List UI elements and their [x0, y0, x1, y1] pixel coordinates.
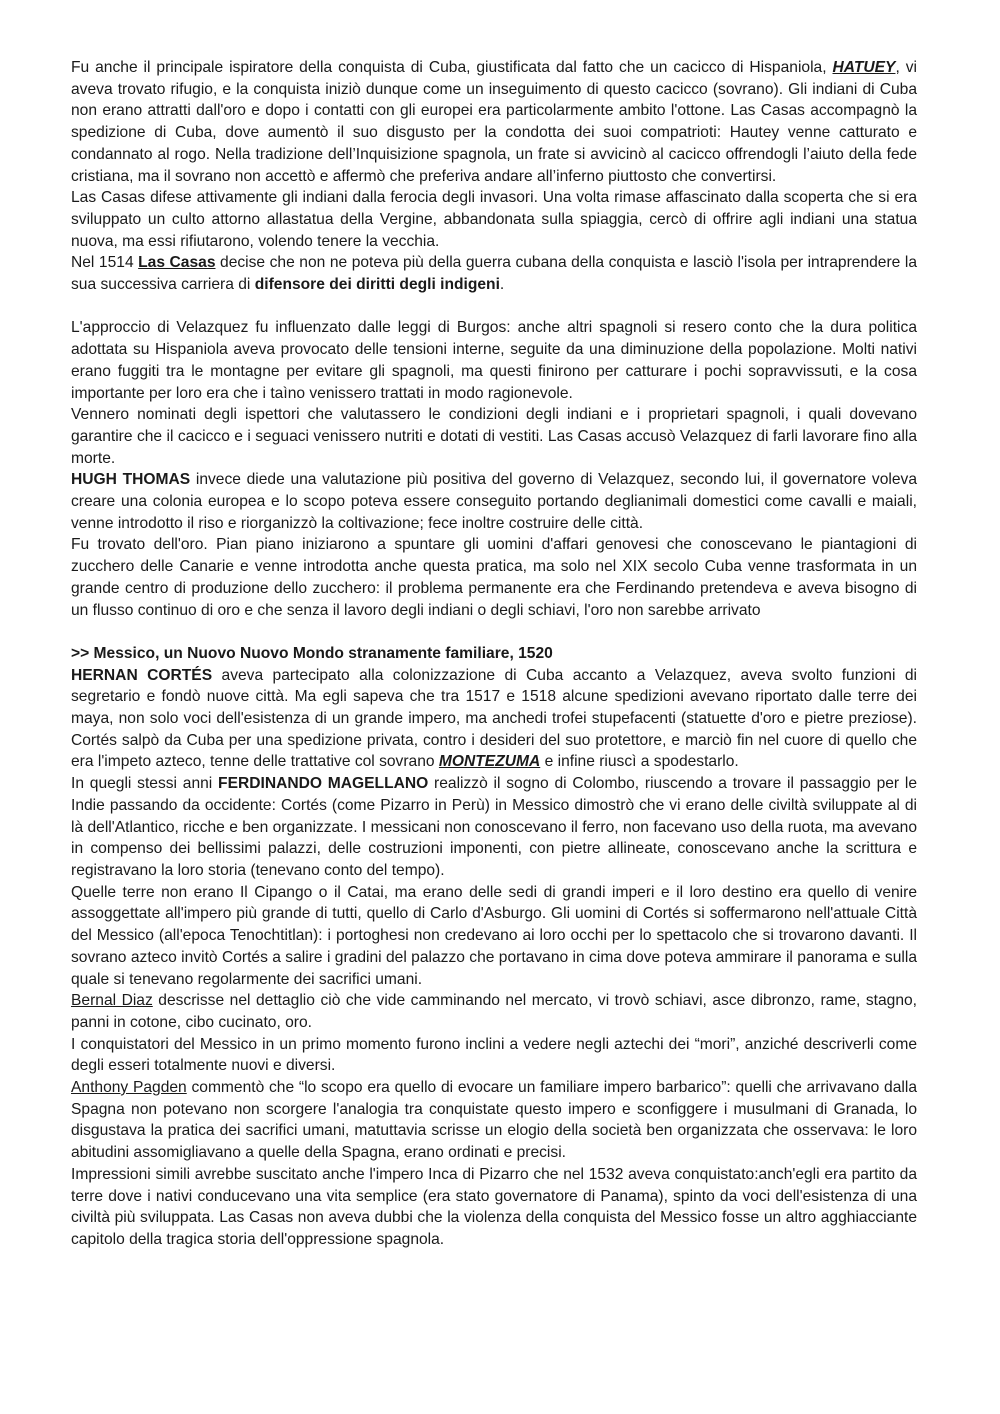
paragraph-hugh-thomas — [71, 469, 917, 534]
spacer — [71, 621, 917, 643]
las-casas-term: Las Casas — [138, 254, 216, 272]
text: e infine riuscì a spodestarlo. — [540, 753, 739, 771]
magellano-term: FERDINANDO MAGELLANO — [218, 775, 429, 793]
text: commentò che “lo scopo era quello di evocare un familiare impero barbarico”: quelli che arrivavano dalla Spagna non potevano non scorgere l'analogia tra conquistate questo impero e sconfiggere i musulmani di Granada, lo disgustava la pratica dei sacrifici umani, matuttavia scrisse un elogio della società ben organizzata che osservava: le loro abitudini assomigliavano a quelle della Spagna, erano ordinati e precisi. — [71, 1079, 917, 1162]
text: Fu anche il principale ispiratore della conquista di Cuba, giustificata dal fatto che un cacicco di Hispaniola, — [71, 59, 833, 76]
text: Nel 1514 — [71, 254, 139, 272]
text: In quegli stessi anni — [71, 775, 219, 793]
text: , vi aveva trovato rifugio, e la conquista iniziò dunque come un inseguimento di questo cacicco (sovrano). Gli indiani di Cuba non erano attratti dall'oro e dopo i contatti con gli europei era particolarmente ambito l'ottone. Las Casas accompagnò la spedizione di Cuba, dove aumentò il suo disgusto per la condotta dei suoi compatrioti: Hautey venne catturato e condannato al rogo. Nella tradizione dell’Inquisizione spagnola, un frate si avvicinò al cacicco offrendogli l’aiuto della fede cristiana, ma il sovrano non accettò e affermò che preferiva andare all’inferno piuttosto che convertirsi. — [71, 59, 918, 185]
difensore-term: difensore dei diritti degli indigeni — [254, 276, 500, 294]
paragraph-oro: Fu trovato dell'oro. Pian piano iniziarono a spuntare gli uomini d'affari genovesi che conoscevano le piantagioni di zucchero delle Canarie e venne introdotta anche questa pratica, ma solo nel XIX secolo Cuba venne trasformata in un grande centro di produzione dello zucchero: il problema permanente era che Ferdinando pretendeva e aveva bisogno di un flusso continuo di oro e che senza il lavoro degli indiani o degli schiavi, l'oro non sarebbe arrivato — [71, 536, 917, 619]
spacer — [71, 296, 917, 318]
hatuey-term: HATUEY — [832, 59, 896, 76]
cortes-term: HERNAN CORTÉS — [71, 666, 213, 684]
paragraph-cortes — [71, 665, 917, 774]
section-heading: >> Messico, un Nuovo Nuovo Mondo stranamente familiare, 1520 — [71, 644, 553, 662]
text: realizzò il sogno di Colombo, riuscendo a trovare il passaggio per le Indie passando da occidente: Cortés (come Pizarro in Perù) in Messico dimostrò che vi erano delle civiltà sviluppate al di là dell'Atlantico, ricche e ben organizzate. I messicani non conoscevano il ferro, non facevano uso della ruota, ma avevano in compenso dei bellissimi palazzi, delle costruzioni imponenti, con pietre allineate, conoscevano anche la scrittura e registravano la loro storia (tenevano conto del tempo). — [71, 775, 918, 879]
paragraph-cuba-conquest — [71, 57, 917, 187]
paragraph-magellano — [71, 773, 917, 882]
hugh-thomas-term: HUGH THOMAS — [71, 471, 191, 489]
text: descrisse nel dettaglio ciò che vide camminando nel mercato, vi trovò schiavi, asce dibronzo, rame, stagno, panni in cotone, cibo cucinato, oro. — [71, 992, 917, 1031]
bernal-diaz-term: Bernal Diaz — [71, 992, 153, 1010]
text: . — [499, 276, 505, 294]
montezuma-term: MONTEZUMA — [438, 753, 541, 771]
paragraph-mori: I conquistatori del Messico in un primo momento furono inclini a vedere negli aztechi dei “mori”, anziché descriverli come degli esseri totalmente nuovi e diversi. — [71, 1035, 917, 1075]
paragraph-inca: Impressioni simili avrebbe suscitato anche l'impero Inca di Pizarro che nel 1532 aveva conquistato:anch'egli era partito da terre dove i nativi conducevano una vita semplice (era stato governatore di Panama), spinto da voci dell'esistenza di una civiltà più sviluppata. Las Casas non aveva dubbi che la violenza della conquista del Messico fosse un altro agghiacciante capitolo della tragica storia dell'oppressione spagnola. — [71, 1165, 917, 1248]
paragraph-1514 — [71, 252, 917, 295]
text: aveva partecipato alla colonizzazione di Cuba accanto a Velazquez, aveva svolto funzioni di segretario e fondò nuove città. Ma egli sapeva che tra 1517 e 1518 alcune spedizioni avevano riportato dalle terre dei maya, non solo voci dell'esistenza di un grande impero, ma anchedi trofei stupefacenti (statuette d'oro e pietre preziose). Cortés salpò da Cuba per una spedizione privata, contro i desideri del suo protettore, e marciò fin nel cuore di quello che era l'impeto azteco, tenne delle trattative col sovrano — [71, 666, 917, 771]
paragraph-ispettori: Vennero nominati degli ispettori che valutassero le condizioni degli indiani e i proprietari spagnoli, i quali dovevano garantire che il cacicco e i seguaci venissero nutriti e dotati di vestiti. Las Casas accusò Velazquez di farli lavorare fino alla morte. — [71, 406, 917, 467]
paragraph-imperi: Quelle terre non erano Il Cipango o il Catai, ma erano delle sedi di grandi imperi e il loro destino era quello di venire assoggettate all'impero più grande di tutti, quello di Carlo d'Asburgo. Gli uomini di Cortés si soffermarono nell'attuale Città del Messico (all'epoca Tenochtitlan): i portoghesi non credevano ai loro occhi per lo spettacolo che si trovarono davanti. Il sovrano azteco invitò Cortés a salire i gradini del palazzo che portavano in cima dove poteva ammirare il panorama e sulla quale si tenevano regolarmente dei sacrifici umani. — [71, 883, 917, 988]
text: decise che non ne poteva più della guerra cubana della conquista e lasciò l'isola per intraprendere la sua successiva carriera di — [71, 254, 917, 294]
paragraph-pagden — [71, 1077, 917, 1164]
document-page — [71, 57, 917, 1251]
anthony-pagden-term: Anthony Pagden — [71, 1079, 187, 1097]
paragraph-las-casas-defense: Las Casas difese attivamente gli indiani dalla ferocia degli invasori. Una volta rimase affascinato dalla scoperta che si era sviluppato un culto attorno allastatua della Vergine, abbandonata sulla spiaggia, cercò di offrire agli indiani una statua nuova, ma essi rifiutarono, volendo tenere la vecchia. — [71, 189, 917, 250]
text: invece diede una valutazione più positiva del governo di Velazquez, secondo lui, il governatore voleva creare una colonia europea e lo scopo poteva essere conseguito portando deglianimali domestici come cavalli e maiali, venne introdotto il riso e riorganizzò la coltivazione; fece inoltre costruire delle città. — [71, 471, 917, 532]
paragraph-velazquez: L'approccio di Velazquez fu influenzato dalle leggi di Burgos: anche altri spagnoli si resero conto che la dura politica adottata su Hispaniola aveva provocato delle tensioni interne, seguite da una diminuzione della popolazione. Molti nativi erano fuggiti tra le montagne per evitare gli spagnoli, ma questi finirono per catturare i pochi sopravvissuti, e la cosa importante per loro era che i taìno venissero trattati in modo ragionevole. — [71, 319, 917, 402]
paragraph-bernal-diaz — [71, 990, 917, 1033]
